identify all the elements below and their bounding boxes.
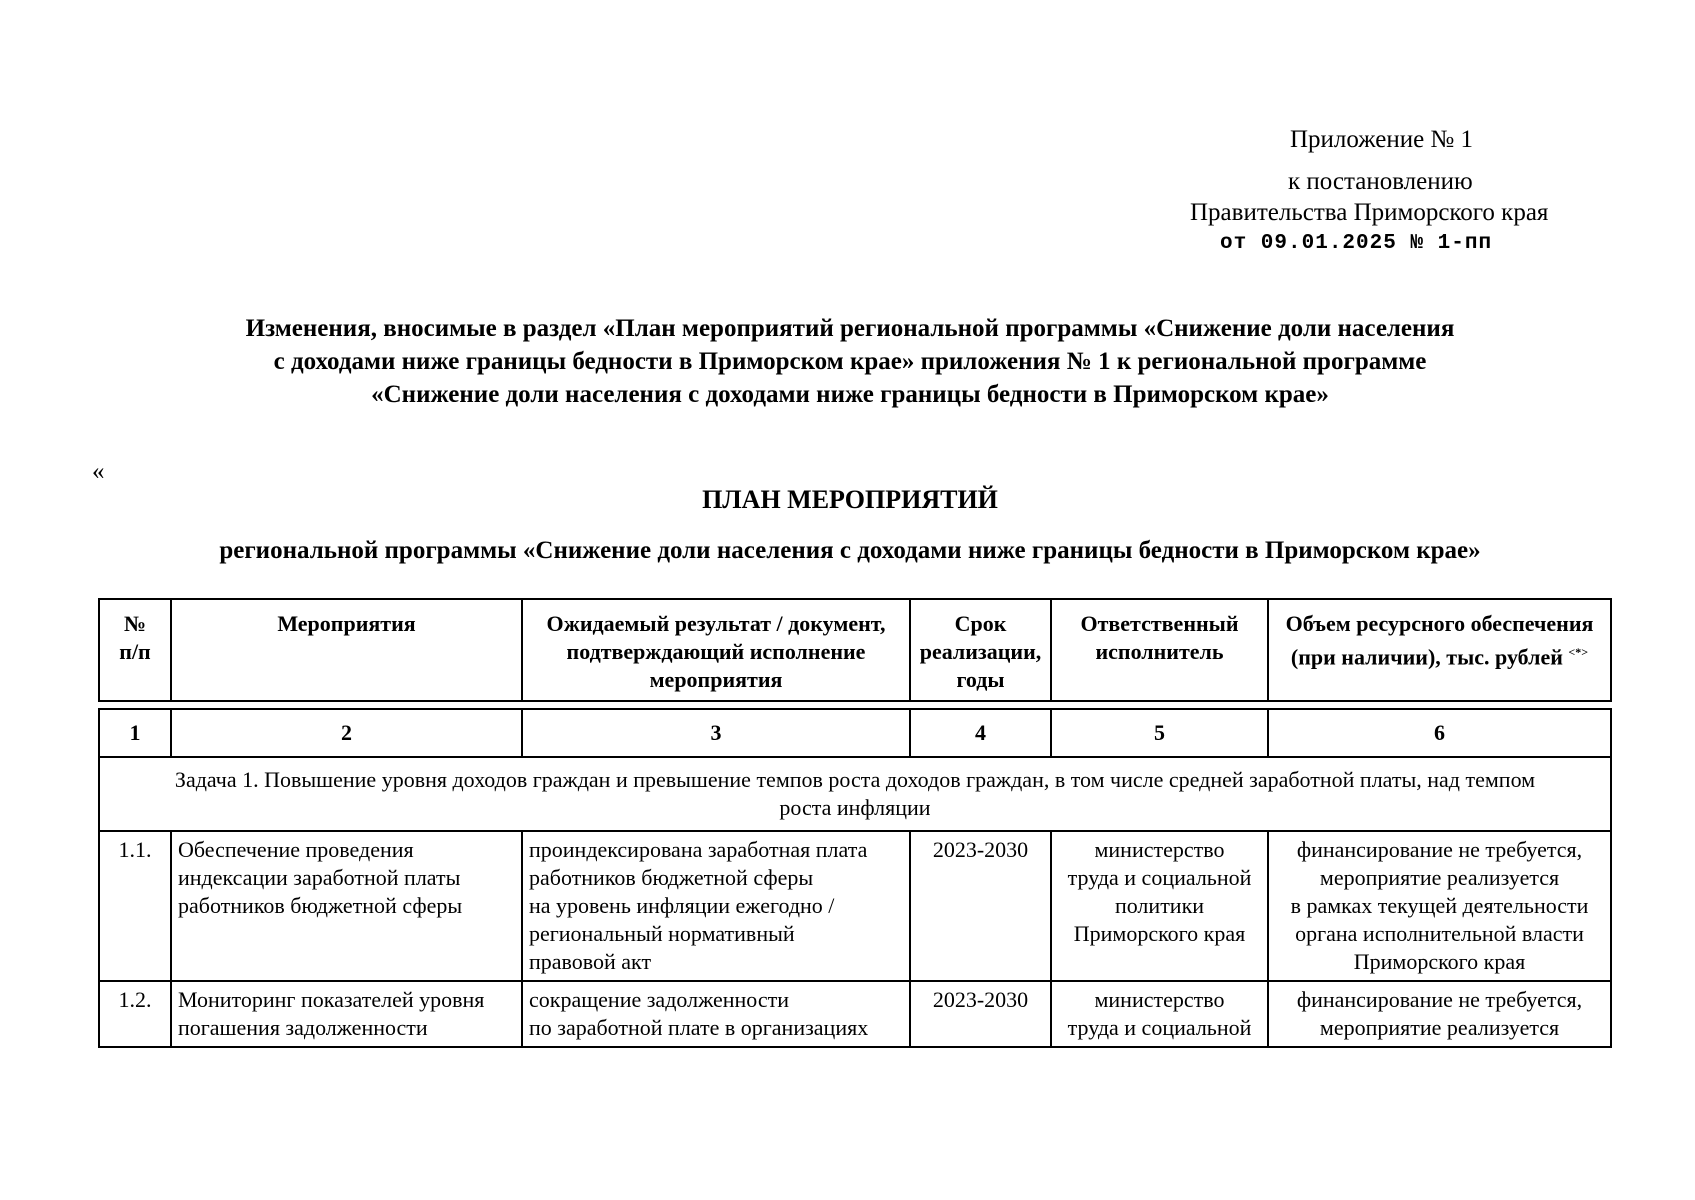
header-resources-line-2 (1273, 638, 1606, 671)
cell-line: правовой акт (529, 949, 652, 974)
row-number: 1.2. (99, 981, 171, 1047)
row-activity (171, 831, 522, 981)
task-line: Задача 1. Повышение уровня доходов граждан и превышение темпов роста доходов граждан, в том числе средней заработной платы, над темпом (174, 767, 1536, 792)
heading-line: Изменения, вносимые в раздел «План мероприятий региональной программы «Снижение доли населения (245, 315, 1455, 342)
cell-line: Приморского края (1353, 949, 1526, 974)
row-term: 2023-2030 (910, 981, 1051, 1047)
row-term: 2023-2030 (910, 831, 1051, 981)
cell-line: труда и социальной (1067, 865, 1252, 890)
header-result (522, 599, 910, 701)
task-line: роста инфляции (779, 795, 931, 820)
cell-line: Приморского края (1073, 921, 1246, 946)
cell-line: финансирование не требуется, (1296, 987, 1583, 1012)
cell-line: Мониторинг показателей уровня (178, 987, 485, 1012)
row-resources (1268, 831, 1611, 981)
cell-line: на уровень инфляции ежегодно / (529, 893, 835, 918)
plan-subtitle: региональной программы «Снижение доли населения с доходами ниже границы бедности в Приморском крае» (219, 537, 1481, 564)
cell-line: министерство (1094, 837, 1225, 862)
header-term (910, 599, 1051, 701)
column-number: 3 (522, 709, 910, 757)
cell-line: проиндексирована заработная плата (529, 837, 868, 862)
cell-line: работников бюджетной сферы (529, 865, 814, 890)
opening-quote: « (92, 458, 105, 485)
column-number: 5 (1051, 709, 1268, 757)
header-responsible (1051, 599, 1268, 701)
header-row (99, 599, 1611, 701)
task-row (99, 757, 1611, 831)
header-result-line: мероприятия (649, 667, 783, 692)
header-resources-line: Объем ресурсного обеспечения (1285, 611, 1594, 636)
cell-line: сокращение задолженности (529, 987, 789, 1012)
row-result (522, 981, 910, 1047)
column-number: 2 (171, 709, 522, 757)
appendix-to-resolution: к постановлению (1288, 168, 1473, 195)
appendix-government: Правительства Приморского края (1190, 199, 1549, 226)
table-row (99, 831, 1611, 981)
column-number: 4 (910, 709, 1051, 757)
header-term-line: Срок (954, 611, 1007, 636)
column-number: 6 (1268, 709, 1611, 757)
appendix-title: Приложение № 1 (1290, 126, 1474, 153)
cell-line: органа исполнительной власти (1295, 921, 1584, 946)
cell-line: мероприятие реализуется (1319, 865, 1560, 890)
cell-line: труда и социальной (1067, 1015, 1252, 1040)
column-number: 1 (99, 709, 171, 757)
cell-line: работников бюджетной сферы (178, 893, 463, 918)
table-header (98, 598, 1612, 702)
appendix-date-number: от 09.01.2025 № 1-пп (1220, 232, 1493, 255)
header-responsible-line: исполнитель (1095, 639, 1224, 664)
document-heading (90, 312, 1610, 411)
cell-line: министерство (1094, 987, 1225, 1012)
cell-line: политики (1114, 893, 1205, 918)
heading-line: с доходами ниже границы бедности в Приморском крае» приложения № 1 к региональной программе (273, 348, 1427, 375)
appendix-block (1190, 124, 1549, 259)
cell-line: по заработной плате в организациях (529, 1015, 869, 1040)
header-activity: Мероприятия (171, 599, 522, 701)
header-num-line: п/п (119, 639, 151, 664)
cell-line: финансирование не требуется, (1296, 837, 1583, 862)
header-result-line: подтверждающий исполнение (566, 639, 866, 664)
cell-line: региональный нормативный (529, 921, 795, 946)
cell-line: мероприятие реализуется (1319, 1015, 1560, 1040)
header-num-line: № (123, 611, 147, 636)
row-responsible (1051, 831, 1268, 981)
row-activity (171, 981, 522, 1047)
cell-line: Обеспечение проведения (178, 837, 414, 862)
row-responsible (1051, 981, 1268, 1047)
row-resources (1268, 981, 1611, 1047)
header-result-line: Ожидаемый результат / документ, (546, 611, 886, 636)
header-term-line: реализации, (919, 639, 1042, 664)
table-row (99, 981, 1611, 1047)
heading-line: «Снижение доли населения с доходами ниже границы бедности в Приморском крае» (371, 381, 1329, 408)
header-resources-text: (при наличии), тыс. рублей (1290, 644, 1563, 670)
header-num (99, 599, 171, 701)
header-responsible-line: Ответственный (1080, 611, 1239, 636)
row-number: 1.1. (99, 831, 171, 981)
footnote-marker: <*> (1568, 645, 1589, 659)
cell-line: в рамках текущей деятельности (1290, 893, 1589, 918)
column-number-row (99, 709, 1611, 757)
plan-table (98, 708, 1612, 1048)
header-term-line: годы (956, 667, 1005, 692)
task-cell (99, 757, 1611, 831)
plan-title: ПЛАН МЕРОПРИЯТИЙ (702, 485, 998, 514)
cell-line: погашения задолженности (178, 1015, 428, 1040)
row-result (522, 831, 910, 981)
header-resources (1268, 599, 1611, 701)
cell-line: индексации заработной платы (178, 865, 461, 890)
